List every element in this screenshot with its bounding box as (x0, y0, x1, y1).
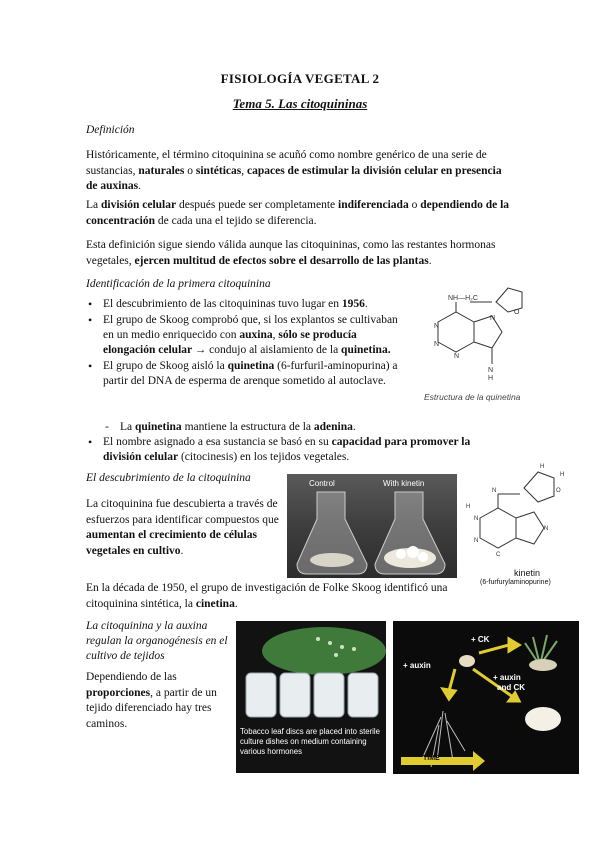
svg-text:O: O (514, 309, 520, 316)
auxin-label: + auxin (403, 661, 431, 670)
svg-text:H: H (560, 472, 565, 478)
flask-illustration (287, 474, 457, 578)
svg-text:H: H (540, 464, 545, 470)
section-heading-descubrimiento: El descubrimiento de la citoquinina (86, 472, 251, 484)
ck-label: + CK (471, 635, 490, 644)
kinetin-label: With kinetin (383, 479, 425, 488)
culture-dishes-illustration (236, 621, 386, 731)
control-label: Control (309, 479, 335, 488)
auxin-ck-label-2: and CK (497, 683, 525, 692)
svg-text:N: N (474, 538, 479, 544)
svg-text:C: C (496, 552, 501, 558)
list-item: • El nombre asignado a esa sustancia se basó en su capacidad para promover la división celular (citocinesis) en los tejidos vegetales. (86, 435, 506, 465)
svg-text:N: N (490, 315, 496, 322)
svg-text:N: N (544, 526, 549, 532)
svg-text:N: N (492, 488, 497, 494)
quinetina-structure-diagram (418, 280, 538, 392)
section-heading-auxina: La citoquinina y la auxina regulan la organogénesis en el cultivo de tejidos (86, 620, 228, 662)
paragraph-descubrimiento-2: En la década de 1950, el grupo de investigación de Folke Skoog identificó una citoquinina sintética, la cinetina. (86, 582, 448, 610)
time-label: TIME (423, 755, 440, 762)
quinetina-structure-figure (418, 280, 538, 408)
kinetin-structure-figure (460, 458, 580, 588)
list-subitem: - La quinetina mantiene la estructura de la adenina. (86, 420, 506, 435)
paragraph-auxina-1: Dependiendo de las proporciones, a partir de un tejido diferenciado hay tres caminos. (86, 671, 217, 730)
kinetin-flask-photo (287, 474, 457, 578)
svg-text:N: N (434, 341, 440, 348)
svg-text:N: N (488, 367, 494, 374)
list-item: • El grupo de Skoog comprobó que, si los explantos se cultivaban en un medio enriquecido con auxina, sólo se producía elongación celular → condujo al aislamiento de la quinetina. (86, 313, 406, 358)
list-item: • El grupo de Skoog aisló la quinetina (6-furfuril-aminopurina) a partir del DNA de esperma de arenque sometido al autoclave. (86, 359, 406, 389)
svg-text:H: H (488, 375, 494, 382)
paragraph-definicion-3: Esta definición sigue siendo válida aunque las citoquininas, como las restantes hormonas vegetales, ejercen multitud de efectos sobre el desarrollo de las plantas. (86, 239, 496, 267)
section-heading-definicion: Definición (86, 124, 135, 136)
paragraph-definicion-1: Históricamente, el término citoquinina se acuñó como nombre genérico de una serie de sustancias, naturales o sintéticas, capaces de estimular la división celular en presencia de auxinas. (86, 149, 502, 192)
svg-text:N: N (434, 323, 440, 330)
auxin-ck-label-1: + auxin (493, 673, 521, 682)
kinetin-full-name: (6-furfurylaminopurine) (480, 579, 551, 586)
svg-text:NH—H₂C: NH—H₂C (448, 295, 478, 302)
identificacion-list-continued (86, 420, 506, 466)
kinetin-name: kinetin (514, 568, 541, 578)
section-heading-identificacion: Identificación de la primera citoquinina (86, 278, 271, 290)
paragraph-definicion-2: La división celular después puede ser completamente indiferenciada o dependiendo de la concentración de cada una el tejido se diferencia. (86, 199, 510, 227)
identificacion-list (86, 297, 406, 390)
document-title: FISIOLOGÍA VEGETAL 2 (220, 71, 380, 86)
paragraph-descubrimiento-1: La citoquinina fue descubierta a través de esfuerzos para identificar compuestos que aumentan el crecimiento de células vegetales en cultivo. (86, 498, 279, 557)
tobacco-photo-caption: Tobacco leaf discs are placed into sterile culture dishes on medium containing various hormones (240, 727, 380, 756)
svg-text:N: N (474, 516, 479, 522)
organogenesis-photo (393, 621, 579, 774)
svg-text:O: O (556, 488, 561, 494)
document-subtitle: Tema 5. Las citoquininas (232, 96, 368, 111)
svg-text:H: H (466, 504, 471, 510)
quinetina-caption: Estructura de la quinetina (424, 392, 521, 402)
tobacco-culture-photo (236, 621, 386, 773)
list-item: • El descubrimiento de las citoquininas tuvo lugar en 1956. (86, 297, 406, 312)
svg-text:N: N (454, 353, 460, 360)
kinetin-structure-diagram (460, 458, 580, 568)
